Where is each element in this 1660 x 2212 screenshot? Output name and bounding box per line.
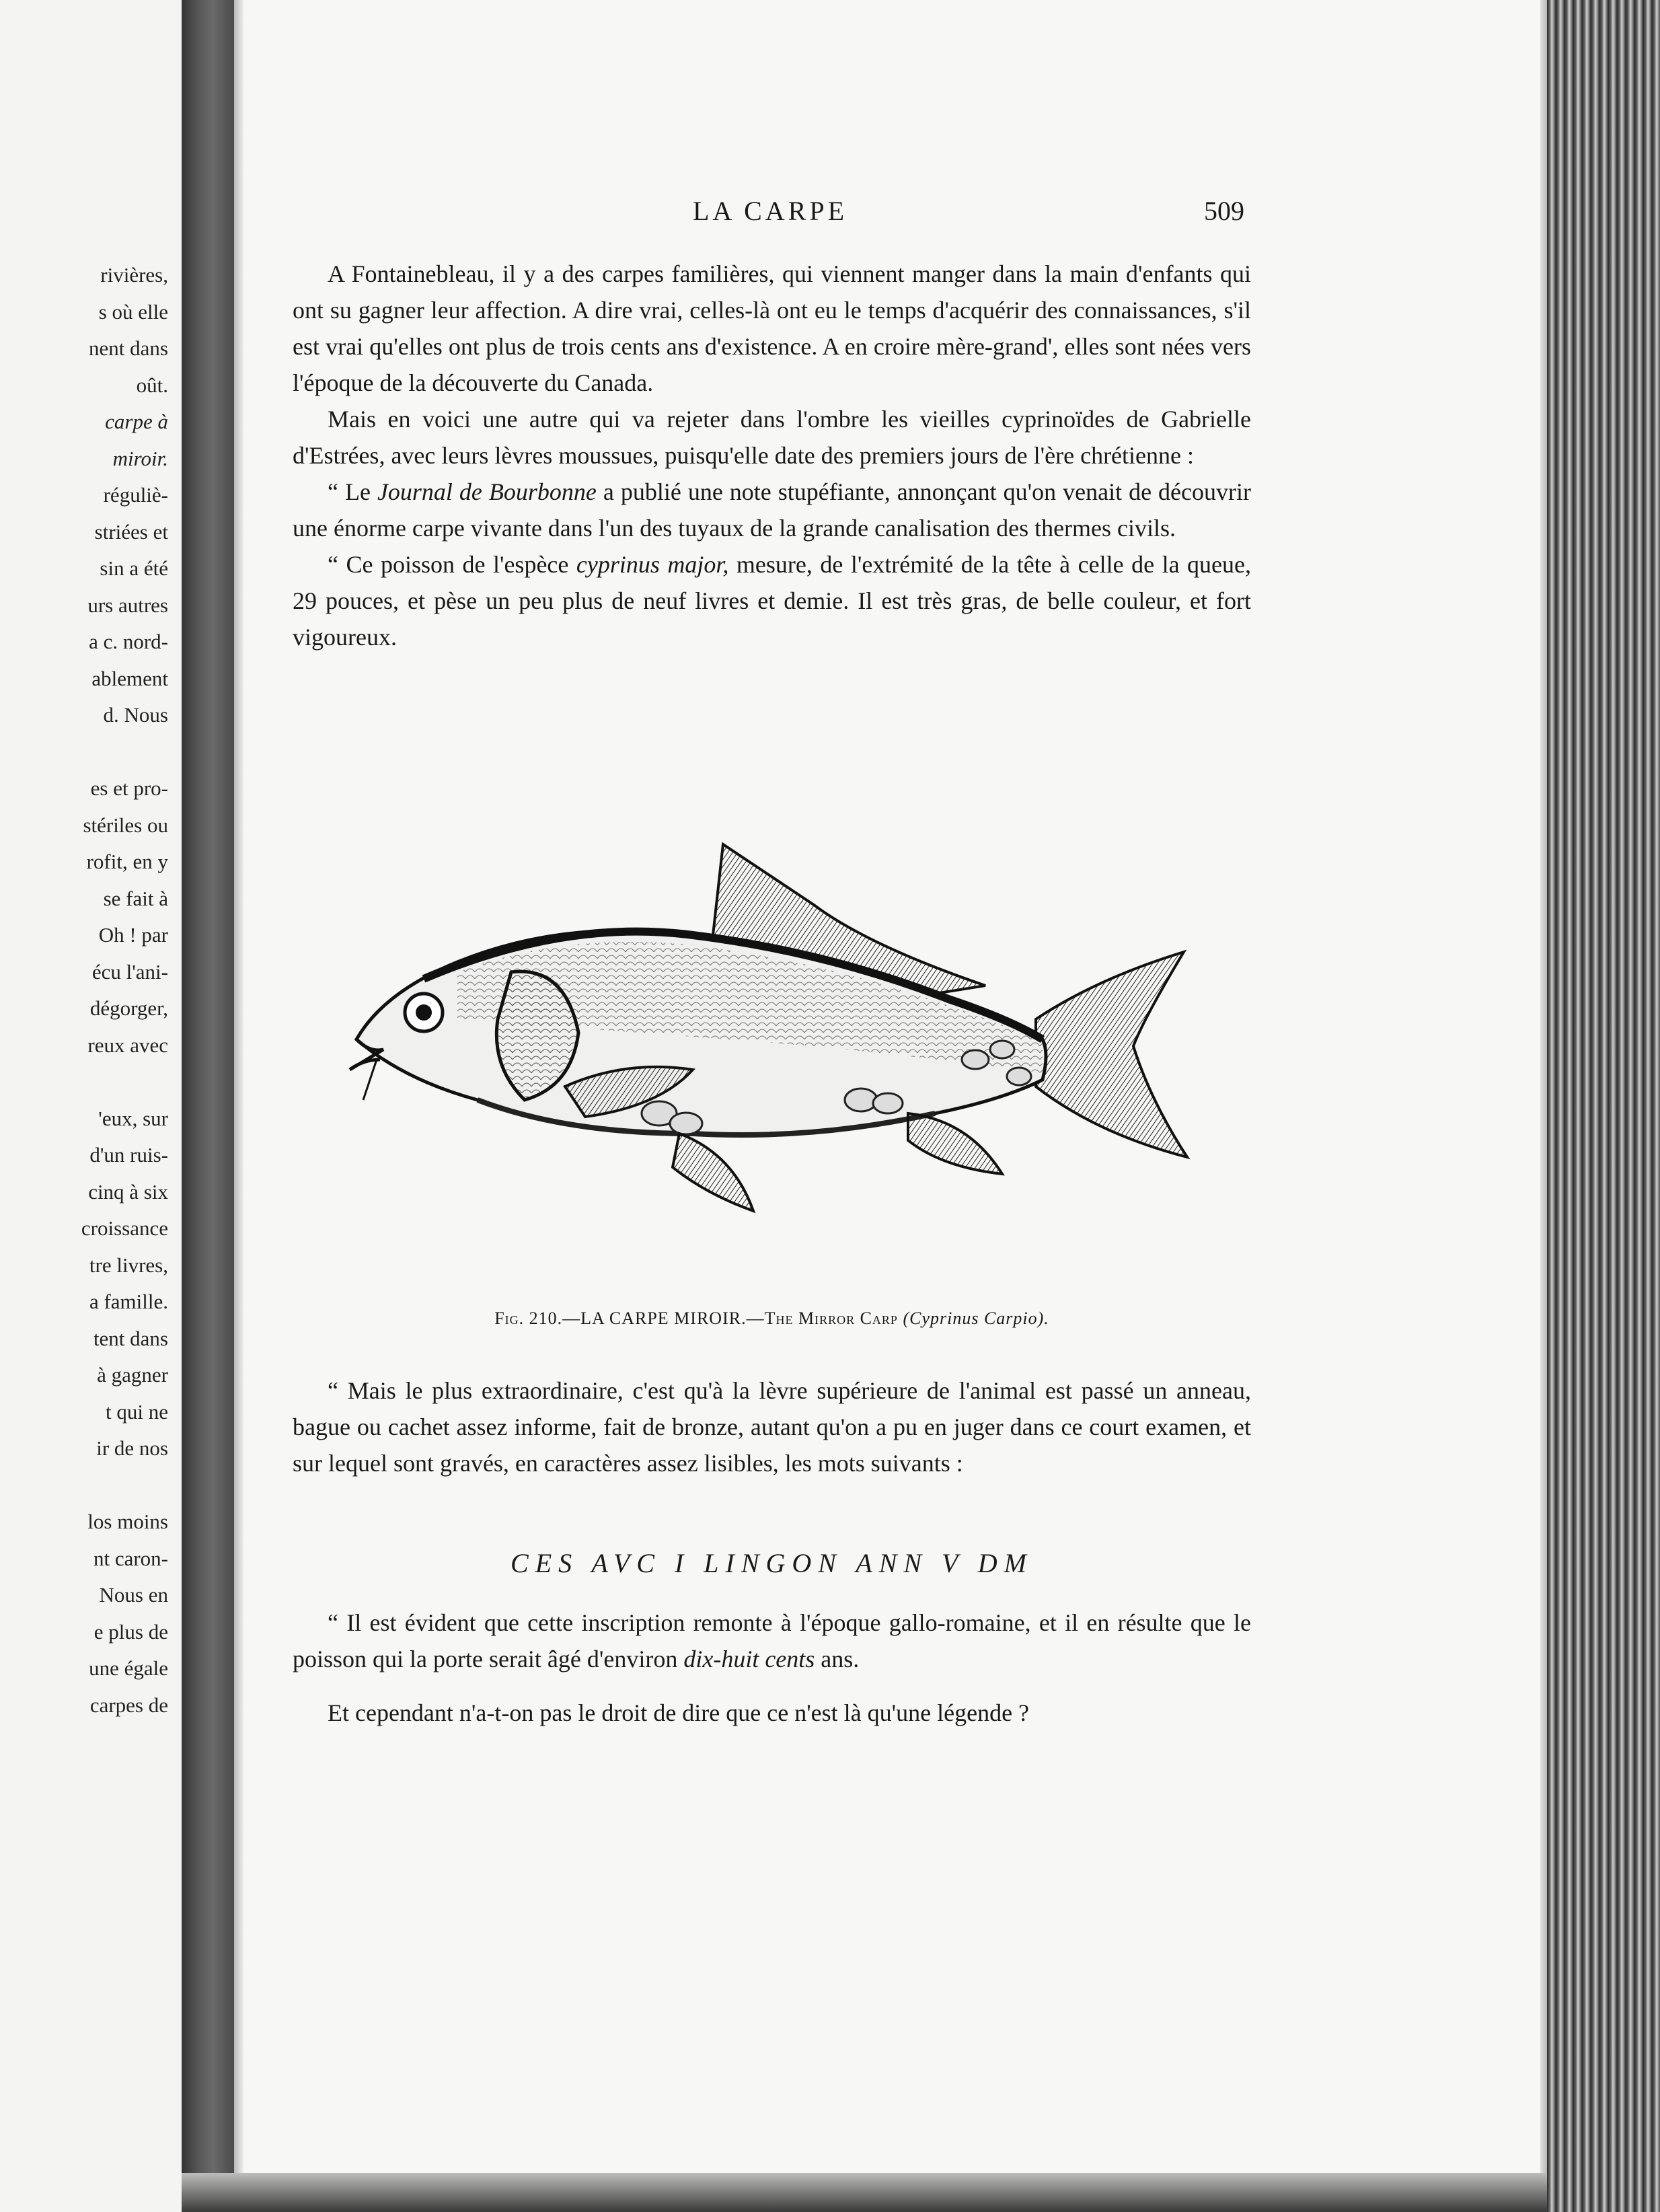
left-page-line: dégorger, <box>89 996 168 1020</box>
upper-text-block <box>293 256 1251 655</box>
lower-text-block-a <box>293 1372 1251 1481</box>
left-page-line: striées et <box>94 519 168 544</box>
left-page-line: d. Nous <box>103 703 168 727</box>
left-page-line: t qui ne <box>106 1399 168 1424</box>
running-head: LA CARPE <box>693 196 848 226</box>
paragraph-gallo-romaine <box>293 1605 1251 1677</box>
left-page-line: e plus de <box>93 1619 168 1644</box>
caption-latin-name: (Cyprinus Carpio). <box>903 1308 1049 1328</box>
left-page-line: a c. nord- <box>89 630 168 653</box>
journal-quote-end: a publié une note stupéfiante, annonçant qu'on venait de découvrir une énorme carpe vivante dans l'un des tuyaux de la grande canalisation des thermes civils. <box>293 478 1251 542</box>
left-page-line: es et pro- <box>90 776 168 800</box>
left-page-line: Nous en <box>99 1583 168 1607</box>
caption-french-title: LA CARPE MIROIR. <box>580 1308 747 1328</box>
left-page-line: stériles ou <box>83 813 168 837</box>
left-page-line: a famille. <box>89 1290 168 1313</box>
anal-fin <box>908 1113 1002 1174</box>
left-page-line: une égale <box>89 1656 168 1680</box>
caption-figure-number: Fig. 210.— <box>494 1308 581 1328</box>
left-page-line: tre livres, <box>89 1253 168 1277</box>
left-page-line: nent dans <box>89 336 168 360</box>
species-name: cyprinus major, <box>576 551 729 578</box>
left-page-line: urs autres <box>87 593 168 617</box>
left-page-fragment <box>0 0 182 2212</box>
left-page-line: reux avec <box>87 1033 168 1057</box>
left-page-line: rofit, en y <box>86 850 168 873</box>
caption-dash: — <box>746 1308 765 1328</box>
left-page-line: carpe à <box>105 410 168 433</box>
tail-fin <box>1036 952 1187 1157</box>
paragraph-journal-bourbonne <box>293 474 1251 546</box>
left-page-line: nt caron- <box>93 1546 168 1570</box>
species-text-start: “ Ce poisson de l'espèce <box>328 551 576 578</box>
left-page-line: Oh ! par <box>98 923 168 947</box>
paragraph-fontainebleau: A Fontainebleau, il y a des carpes familières, qui viennent manger dans la main d'enfants qui ont su gagner leur affection. A dire vrai, celles-là ont eu le temps d'acquérir des connaissances, s'il est vrai qu'elles ont plus de trois cents ans d'existence. A en croire mère-grand', elles sont nées vers l'époque de la découverte du Canada. <box>293 260 1251 396</box>
left-page-line: los moins <box>87 1510 168 1533</box>
lower-text-block-b <box>293 1605 1251 1731</box>
left-page-line: miroir. <box>112 446 168 470</box>
book-bottom-edge <box>182 2173 1547 2212</box>
left-page-line: carpes de <box>89 1693 168 1717</box>
species-text-end: mesure, de l'extrémité de la tête à celle de la queue, 29 pouces, et pèse un peu plus de neuf livres et demie. Il est très gras, de belle couleur, et fort vigoureux. <box>293 551 1251 651</box>
journal-quote-start: “ Le <box>328 478 377 505</box>
left-page-line: ir de nos <box>96 1436 168 1460</box>
paragraph-autre-carpe: Mais en voici une autre qui va rejeter dans l'ombre les vieilles cyprinoïdes de Gabrielle d'Estrées, avec leurs lèvres moussues, puisqu'elle date des premiers jours de l'ère chrétienne : <box>293 406 1251 469</box>
gutter-shadow <box>234 0 243 2212</box>
left-page-line: s où elle <box>98 299 168 324</box>
book-page-edges <box>1547 0 1660 2212</box>
left-page-line: réguliè- <box>103 483 168 507</box>
left-page-line: rivières, <box>100 263 168 287</box>
left-page-line: croissance <box>81 1216 168 1240</box>
latin-inscription: CES AVC I LINGON ANN V DM <box>511 1548 1033 1578</box>
ventral-fin <box>673 1134 753 1211</box>
left-page-line: 'eux, sur <box>98 1106 168 1130</box>
left-page-line: sin a été <box>100 556 168 580</box>
paragraph-cyprinus-major <box>293 546 1251 655</box>
gallo-text-start: “ Il est évident que cette inscription remonte à l'époque gallo-romaine, et il en résulte que le poisson qui la porte serait âgé d'environ <box>293 1609 1251 1672</box>
left-page-line: écu l'ani- <box>91 959 168 984</box>
paragraph-anneau: “ Mais le plus extraordinaire, c'est qu'à la lèvre supérieure de l'animal est passé un anneau, bague ou cachet assez informe, fait de bronze, autant qu'on a pu en juger dans ce court examen, et sur lequel sont gravés, en caractères assez lisibles, les mots suivants : <box>293 1377 1251 1477</box>
journal-title: Journal de Bourbonne <box>377 478 597 505</box>
caption-english-title: The Mirror Carp <box>764 1308 898 1328</box>
age-phrase: dix-huit cents <box>683 1646 815 1672</box>
left-page-line: à gagner <box>97 1363 168 1387</box>
paragraph-legende: Et cependant n'a-t-on pas le droit de dire que ce n'est là qu'une légende ? <box>328 1699 1030 1726</box>
left-page-line: cinq à six <box>88 1179 168 1204</box>
book-gutter <box>182 0 234 2212</box>
left-page-line: tent dans <box>93 1326 168 1350</box>
left-page-line: d'un ruis- <box>89 1143 168 1167</box>
figure-caption <box>293 1308 1251 1329</box>
left-page-line: se fait à <box>103 886 168 910</box>
left-page-line: ablement <box>91 666 168 690</box>
mirror-carp-illustration <box>343 817 1197 1221</box>
left-page-line: oût. <box>136 373 168 397</box>
page-number: 509 <box>1204 196 1244 226</box>
gallo-text-end: ans. <box>815 1646 860 1672</box>
